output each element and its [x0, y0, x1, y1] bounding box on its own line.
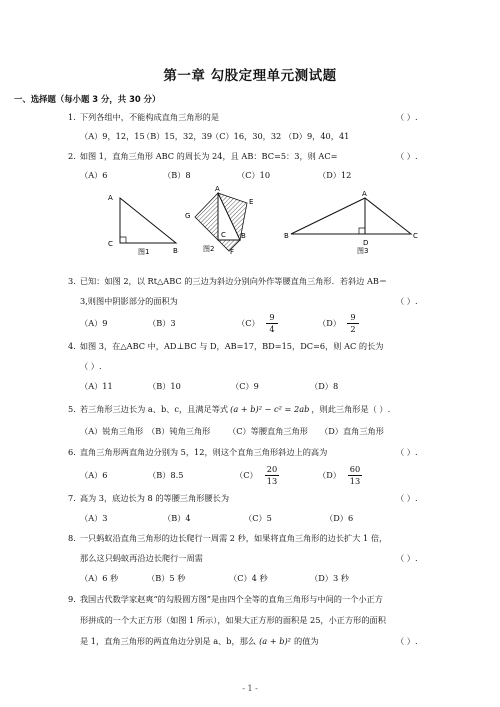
fraction-denominator: 13	[266, 476, 278, 486]
option-c: （C）5	[244, 513, 272, 523]
section-heading: 一、选择题（每小题 3 分，共 30 分）	[14, 94, 161, 104]
option-d: （D）	[318, 318, 341, 328]
question-text-line3	[80, 636, 319, 647]
page-number: - 1 -	[242, 684, 258, 693]
question-number: 3.	[68, 276, 76, 286]
question-2	[68, 151, 337, 162]
figure-1	[100, 188, 190, 256]
question-number: 1.	[68, 112, 76, 122]
answer-paren: （ ）.	[396, 112, 418, 122]
option-a: （A）6 秒	[80, 573, 119, 583]
question-text: 如图 3，在△ABC 中，AD⊥BC 与 D，AB=17，BD=15，DC=6，则 AC 的长为	[79, 341, 384, 351]
label-b: B	[241, 232, 246, 240]
answer-paren: （ ）.	[80, 361, 102, 371]
option-b: （B）5 秒	[147, 573, 186, 583]
label-e: E	[249, 198, 254, 206]
answer-paren: （ ）.	[396, 296, 418, 306]
question-9	[68, 594, 383, 605]
option-c: （C）4 秒	[229, 573, 268, 583]
fraction-denominator: 4	[269, 324, 275, 334]
formula: (a + b)²	[259, 636, 291, 646]
question-text: 直角三角形两直角边分别为 5，12，则这个直角三角形斜边上的高为	[79, 447, 328, 457]
question-text-line2: 形拼成的一个大正方形（如图 1 所示），如果大正方形的面积是 25，小正方形的面积	[80, 615, 386, 625]
question-text: 已知：如图 2，以 Rt△ABC 的三边为斜边分别向外作等腰直角三角形．若斜边 AB＝	[79, 276, 388, 286]
label-a: A	[108, 194, 113, 202]
question-text: 若三角形三边长为 a、b、c，且满足等式	[79, 404, 229, 414]
figure-caption: 图2	[203, 245, 215, 253]
question-text-line2: 3,则图中阴影部分的面积为	[80, 296, 178, 306]
question-text-after: ，则此三角形是（ ）.	[311, 404, 391, 414]
shaded-triangle-bottom	[218, 240, 240, 251]
question-text-line2: 那么这只蚂蚁再沿边长爬行一周需	[80, 553, 203, 563]
label-a: A	[215, 185, 220, 193]
fraction-c	[264, 464, 280, 487]
option-d: （D）8	[310, 381, 339, 391]
fraction-denominator: 13	[349, 476, 361, 486]
fraction-numerator: 9	[269, 312, 275, 322]
label-b: B	[173, 247, 178, 255]
option-a: （A）3	[80, 513, 108, 523]
option-d: （D）12	[318, 170, 352, 180]
question-number: 7.	[68, 493, 76, 503]
option-a: （A）6	[80, 170, 108, 180]
question-5	[68, 404, 390, 415]
triangle-abc	[291, 198, 411, 234]
right-angle-mark	[120, 237, 126, 243]
option-d: （D）6	[325, 513, 354, 523]
formula: (a + b)² − c² = 2ab	[230, 404, 310, 414]
question-4	[68, 341, 383, 352]
fraction-d	[346, 312, 360, 335]
question-6	[68, 447, 327, 458]
label-f: F	[230, 248, 235, 255]
question-text-after: 的值为	[293, 636, 319, 646]
figure-2	[183, 185, 263, 255]
question-1	[68, 112, 219, 123]
option-b: （B）4	[163, 513, 191, 523]
question-number: 6.	[68, 447, 76, 457]
answer-paren: （ ）.	[396, 493, 418, 503]
question-8	[68, 533, 387, 544]
question-number: 2.	[68, 151, 76, 161]
question-number: 4.	[68, 341, 76, 351]
option-a: （A）9	[80, 318, 108, 328]
option-d: （D）9，40，41	[284, 131, 350, 141]
figure-caption: 图1	[138, 248, 150, 256]
label-c: C	[221, 231, 226, 239]
option-c: （C）	[237, 318, 260, 328]
option-b: （B）8.5	[148, 470, 184, 480]
fraction-numerator: 60	[349, 464, 361, 474]
question-text: 一只蚂蚁沿直角三角形的边长爬行一周需 2 秒，如果将直角三角形的边长扩大 1 倍，	[79, 533, 388, 543]
option-b: （B）3	[148, 318, 176, 328]
option-d: （D）	[318, 470, 341, 480]
option-b: （B）10	[148, 381, 181, 391]
answer-paren: （ ）.	[396, 447, 418, 457]
figure-3	[283, 188, 423, 254]
page-title: 第一章 勾股定理单元测试题	[163, 68, 337, 84]
option-d: （D）直角三角形	[320, 426, 384, 436]
fraction-denominator: 2	[350, 324, 356, 334]
label-d: D	[363, 239, 369, 247]
answer-paren: （ ）.	[396, 636, 418, 646]
right-angle-mark	[359, 228, 365, 234]
question-7	[68, 493, 229, 504]
option-a: （A）6	[80, 470, 108, 480]
option-b: （B）15，32，39	[142, 131, 213, 141]
question-text: 我国古代数学家赵爽“的勾股圆方图”是由四个全等的直角三角形与中间的一个小正方	[79, 594, 383, 604]
fraction-numerator: 9	[350, 312, 356, 322]
question-number: 5.	[68, 404, 76, 414]
label-c: C	[413, 232, 418, 240]
label-g: G	[185, 212, 191, 220]
fraction-numerator: 20	[266, 464, 278, 474]
option-b: （B）钝角三角形	[147, 426, 211, 436]
question-3	[68, 276, 387, 287]
question-number: 8.	[68, 533, 76, 543]
answer-paren: （ ）.	[396, 151, 418, 161]
label-a: A	[362, 190, 367, 198]
label-b: B	[284, 232, 289, 240]
option-a: （A）9，12，15	[80, 131, 145, 141]
option-c: （C）9	[231, 381, 259, 391]
triangle-abc	[120, 198, 176, 243]
question-number: 9.	[68, 594, 76, 604]
figure-caption: 图3	[357, 247, 369, 254]
option-b: （B）8	[163, 170, 191, 180]
option-c: （C）等腰直角三角形	[228, 426, 308, 436]
question-text-part: 是 1，直角三角形的两直角边分别是 a、b，那么	[80, 636, 257, 646]
option-a: （A）锐角三角形	[80, 426, 144, 436]
fraction-c	[265, 312, 279, 335]
question-text: 高为 3，底边长为 8 的等腰三角形腰长为	[79, 493, 230, 503]
option-c: （C）10	[237, 170, 271, 180]
question-text: 下列各组中，不能构成直角三角形的是	[79, 112, 220, 122]
option-c: （C）16，30，32	[211, 131, 282, 141]
option-d: （D）3 秒	[310, 573, 349, 583]
fraction-d	[347, 464, 363, 487]
option-c: （C）	[235, 470, 258, 480]
answer-paren: （ ）.	[396, 553, 418, 563]
label-c: C	[108, 240, 113, 248]
shaded-triangle-left	[195, 193, 218, 240]
option-a: （A）11	[80, 381, 113, 391]
question-text: 如图 1，直角三角形 ABC 的周长为 24，且 AB：BC=5：3，则 AC=	[79, 151, 338, 161]
